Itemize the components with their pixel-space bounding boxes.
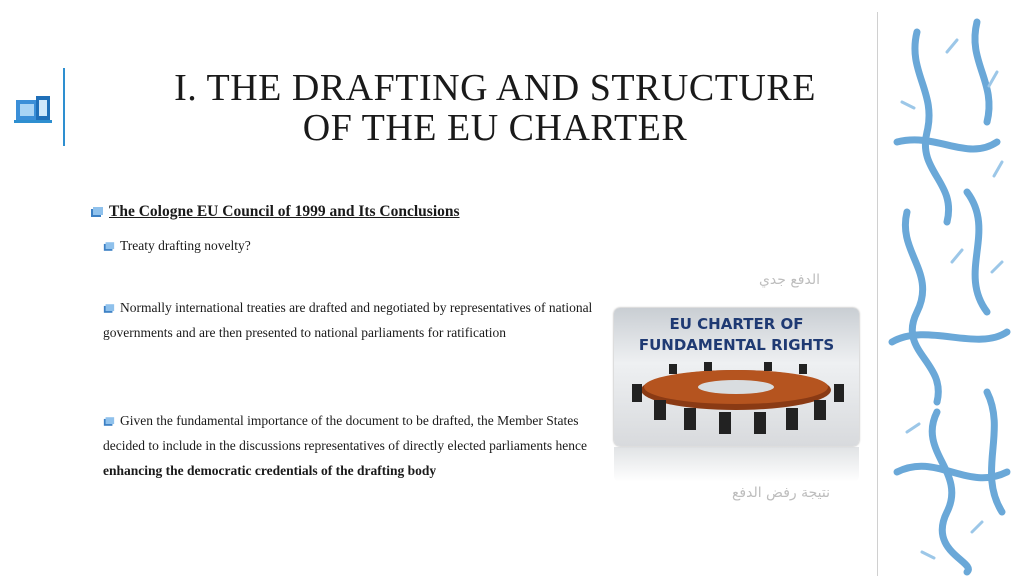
eu-charter-photo — [614, 308, 859, 446]
title-line-1: I. THE DRAFTING AND STRUCTURE — [174, 67, 816, 109]
arabic-label-bottom: نتيجة رفض الدفع — [731, 485, 830, 501]
bullet-item — [103, 295, 593, 345]
section-heading — [90, 203, 460, 221]
title-line-2: OF THE EU CHARTER — [302, 107, 688, 149]
book-bullet-icon — [103, 241, 115, 252]
bullet-item — [103, 408, 598, 483]
photo-reflection — [614, 447, 859, 482]
calligraphy-panel — [877, 12, 1024, 576]
title-divider-line — [63, 68, 65, 146]
bullet-text: Normally international treaties are drafted and negotiated by representatives of national governments and are then presented to national parliaments for ratification — [103, 300, 593, 340]
bullet-text: Treaty drafting novelty? — [120, 238, 251, 253]
bullet-item — [103, 233, 603, 258]
bullet-text: Given the fundamental importance of the document to be drafted, the Member States decided to include in the discussions representatives of directly elected parliaments hence — [103, 413, 587, 453]
panel-border — [877, 12, 878, 576]
book-bullet-icon — [103, 416, 115, 427]
slide-title — [110, 68, 880, 148]
section-heading-text: The Cologne EU Council of 1999 and Its Conclusions — [109, 203, 460, 220]
arabic-label-top: الدفع جدي — [758, 272, 820, 288]
conference-table-image — [614, 362, 859, 446]
book-bullet-icon — [103, 303, 115, 314]
photo-caption-line-2: FUNDAMENTAL RIGHTS — [638, 336, 835, 354]
photo-caption — [614, 314, 859, 356]
book-bullet-icon — [90, 206, 104, 218]
arabic-calligraphy-decoration — [877, 12, 1024, 576]
bullet-bold-text: enhancing the democratic credentials of the drafting body — [103, 463, 437, 478]
photo-caption-line-1: EU CHARTER OF — [669, 315, 804, 333]
university-logo-icon — [14, 92, 52, 124]
